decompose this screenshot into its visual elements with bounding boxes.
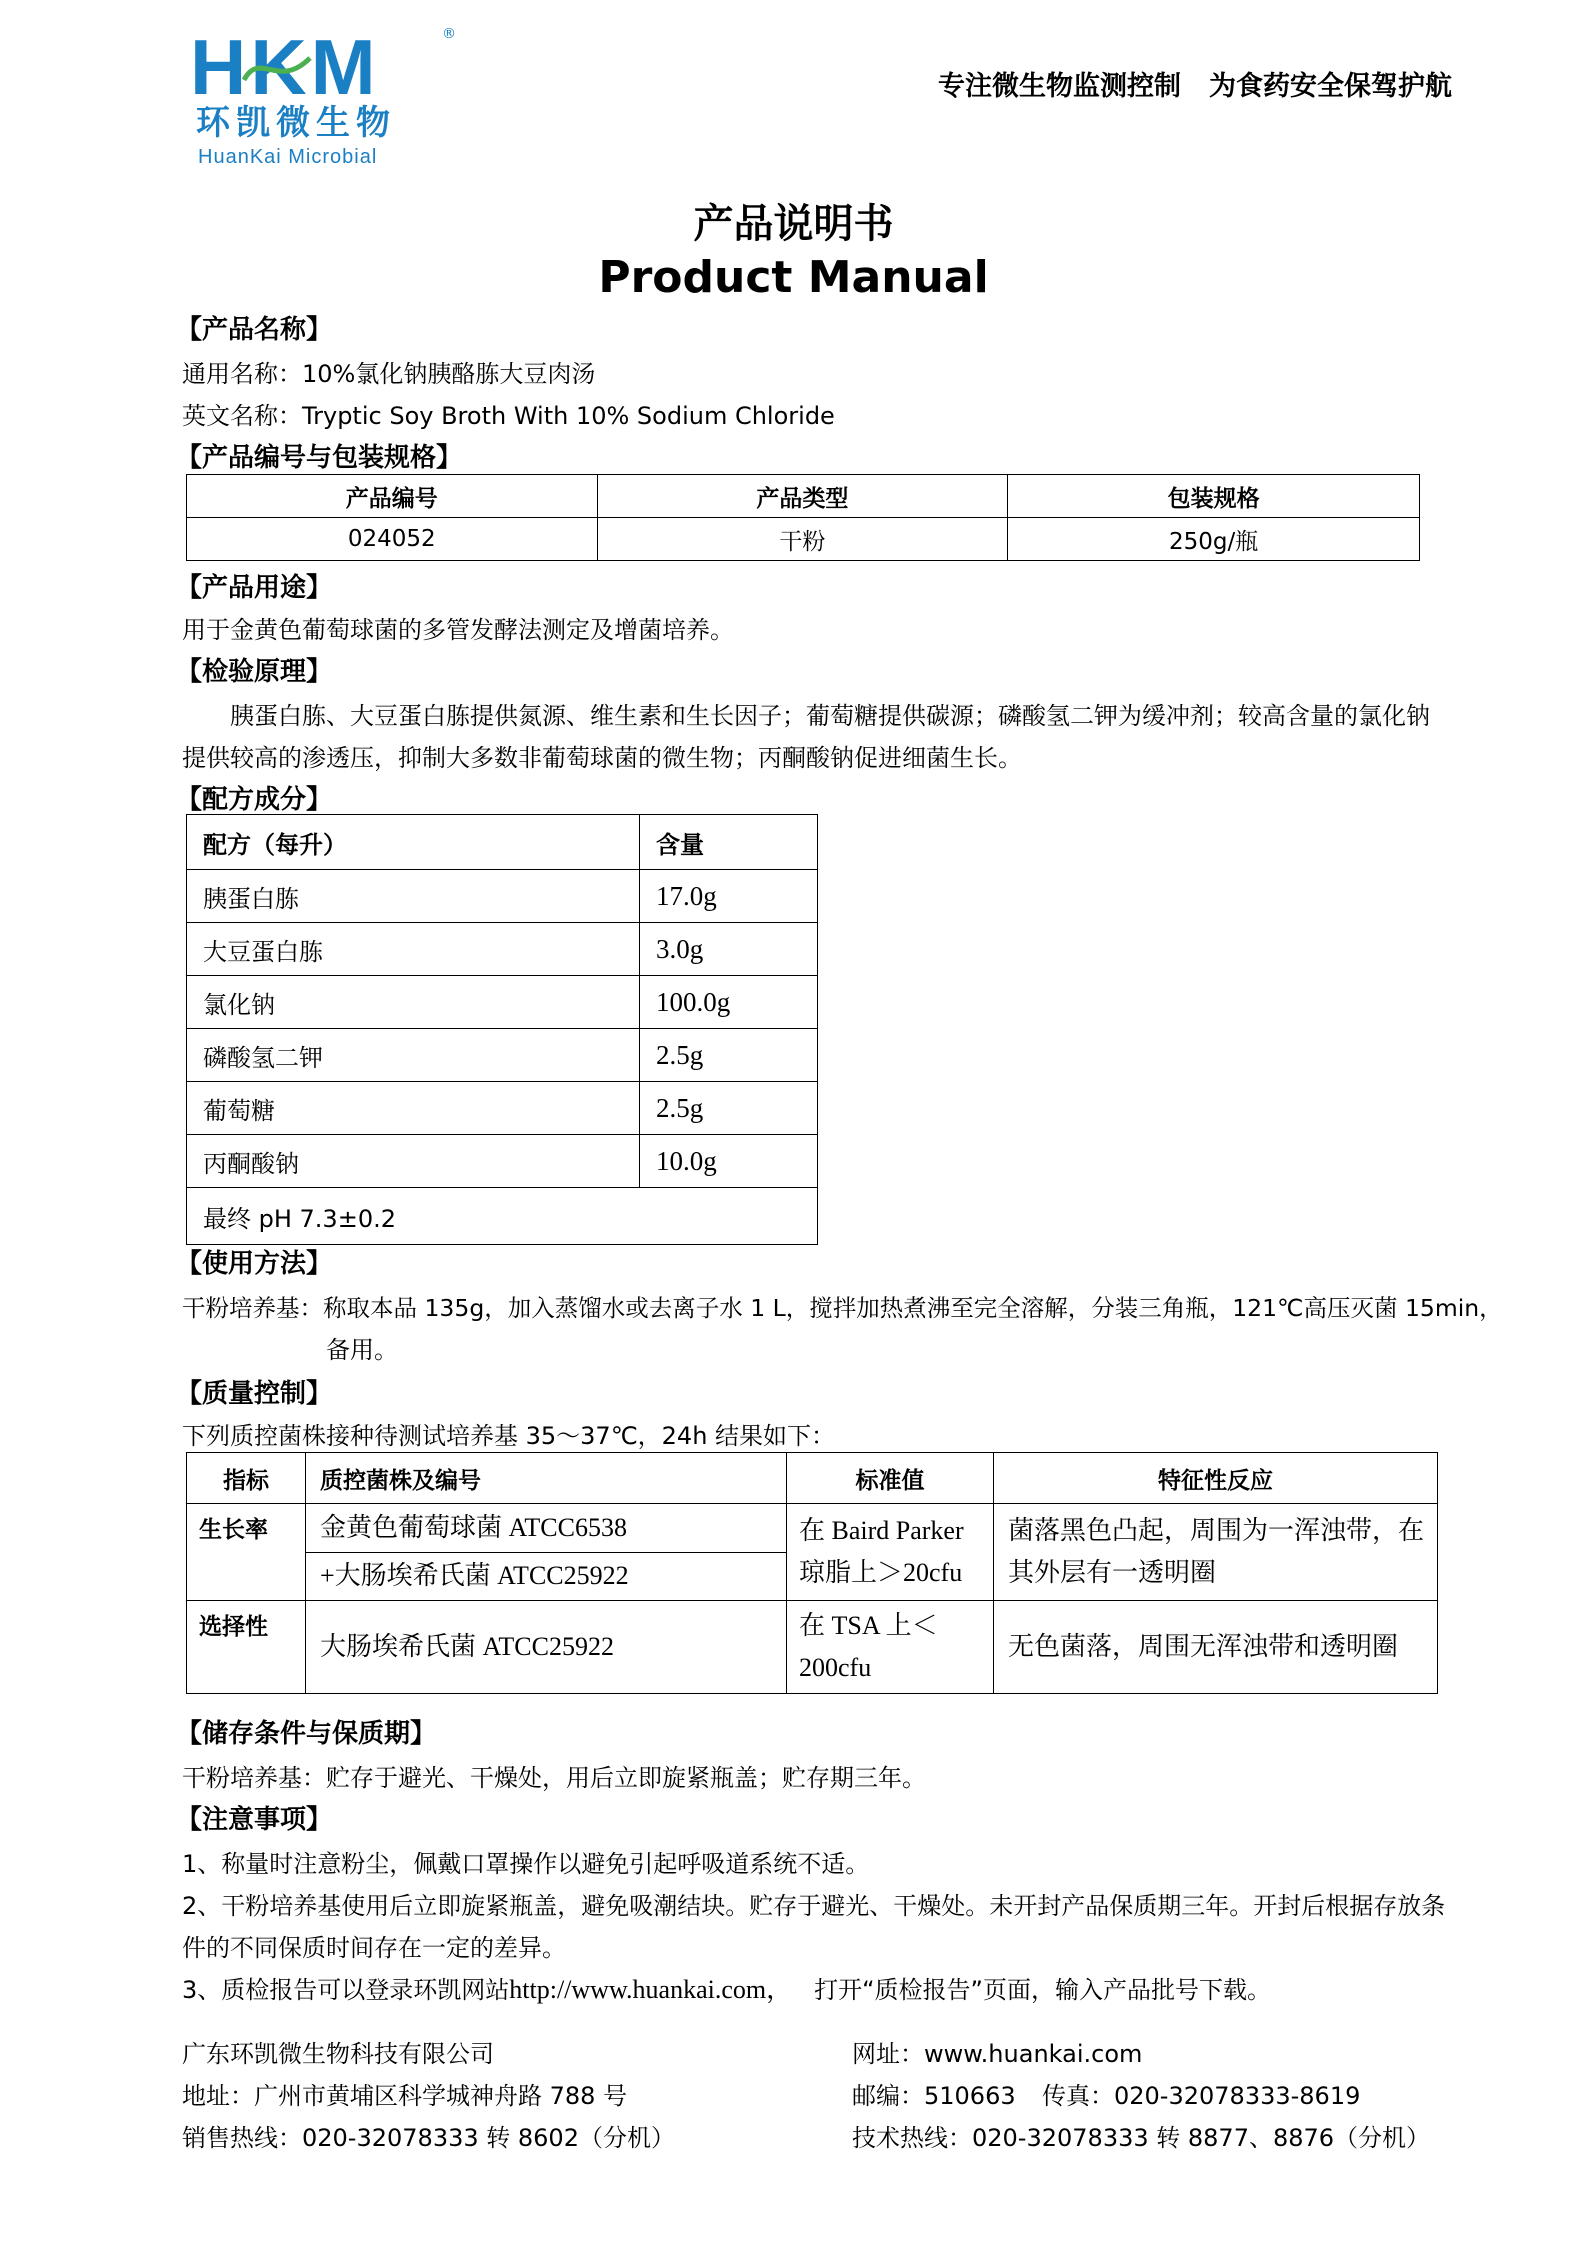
qc-table <box>186 1452 1438 1694</box>
indicator-growth: 生长率 <box>187 1504 306 1601</box>
table-header-cell: 产品类型 <box>597 475 1008 518</box>
amount: 3.0g <box>640 923 818 976</box>
ingredient: 胰蛋白胨 <box>187 870 640 923</box>
qc-intro: 下列质控菌株接种待测试培养基 35～37℃，24h 结果如下： <box>182 1422 836 1450</box>
slogan <box>938 64 1452 103</box>
note-2-line-1: 2、干粉培养基使用后立即旋紧瓶盖，避免吸潮结块。贮存于避光、干燥处。未开封产品保质期三年。开封后根据存放条 <box>182 1892 1446 1920</box>
reaction-line: 菌落黑色凸起，周围为一浑浊带，在 <box>1008 1516 1425 1545</box>
standard-line: 200cfu <box>799 1653 872 1682</box>
section-heading-use: 【产品用途】 <box>176 573 333 603</box>
table-header-cell: 含量 <box>640 815 818 870</box>
logo-dna-icon <box>242 50 312 90</box>
table-header-cell: 质控菌株及编号 <box>306 1453 787 1504</box>
table-row <box>187 923 818 976</box>
footer-address: 地址：广州市黄埔区科学城神舟路 788 号 <box>182 2082 628 2110</box>
logo-registered-mark: ® <box>442 26 456 42</box>
indicator-selectivity: 选择性 <box>187 1601 306 1694</box>
common-name: 通用名称：10%氯化钠胰酪胨大豆肉汤 <box>182 360 596 388</box>
document-title-en: Product Manual <box>598 252 989 303</box>
table-header-cell: 指标 <box>187 1453 306 1504</box>
table-row <box>187 1504 1438 1553</box>
qc-strain: 大肠埃希氏菌 ATCC25922 <box>306 1601 787 1694</box>
principle-line-2: 提供较高的渗透压，抑制大多数非葡萄球菌的微生物；丙酮酸钠促进细菌生长。 <box>182 744 1022 772</box>
qc-standard <box>787 1504 994 1601</box>
logo-chinese-name: 环凯微生物 <box>196 103 396 143</box>
ingredient: 葡萄糖 <box>187 1082 640 1135</box>
slogan-right: 为食药安全保驾护航 <box>1209 71 1452 102</box>
qc-reaction: 无色菌落，周围无浑浊带和透明圈 <box>994 1601 1438 1694</box>
ingredient: 丙酮酸钠 <box>187 1135 640 1188</box>
final-ph: 最终 pH 7.3±0.2 <box>187 1188 818 1245</box>
footer-fax: 传真：020-32078333-8619 <box>1042 2082 1361 2110</box>
method-line-2: 备用。 <box>326 1336 398 1364</box>
table-header-cell: 标准值 <box>787 1453 994 1504</box>
footer-company: 广东环凯微生物科技有限公司 <box>182 2040 494 2068</box>
ingredient: 氯化钠 <box>187 976 640 1029</box>
method-line-1: 干粉培养基：称取本品 135g，加入蒸馏水或去离子水 1 L，搅拌加热煮沸至完全溶解，分装三角瓶，121℃高压灭菌 15min， <box>182 1294 1503 1322</box>
section-heading-method: 【使用方法】 <box>176 1249 333 1279</box>
table-header-row <box>187 815 818 870</box>
footer-sales: 销售热线：020-32078333 转 8602（分机） <box>182 2124 675 2152</box>
note-3-suffix: 打开“质检报告”页面，输入产品批号下载。 <box>814 1976 1271 2004</box>
note-3-prefix: 3、质检报告可以登录环凯网站 <box>182 1976 510 2004</box>
footer-website: 网址：www.huankai.com <box>852 2040 1143 2068</box>
formula-table <box>186 814 818 1245</box>
logo-letters: HKM <box>190 23 380 111</box>
slogan-left: 专注微生物监测控制 <box>938 71 1181 102</box>
use-text: 用于金黄色葡萄球菌的多管发酵法测定及增菌培养。 <box>182 616 734 644</box>
table-header-cell: 包装规格 <box>1008 475 1420 518</box>
section-heading-notes: 【注意事项】 <box>176 1805 333 1835</box>
footer-tech: 技术热线：020-32078333 转 8877、8876（分机） <box>852 2124 1431 2152</box>
table-row <box>187 976 818 1029</box>
table-row <box>187 1135 818 1188</box>
section-heading-qc: 【质量控制】 <box>176 1379 333 1409</box>
table-header-row <box>187 1453 1438 1504</box>
section-heading-storage: 【储存条件与保质期】 <box>176 1719 437 1749</box>
qc-strain: +大肠埃希氏菌 ATCC25922 <box>306 1552 787 1601</box>
table-row <box>187 1188 818 1245</box>
qc-reaction <box>994 1504 1438 1601</box>
amount: 17.0g <box>640 870 818 923</box>
amount: 10.0g <box>640 1135 818 1188</box>
standard-line: 琼脂上＞20cfu <box>799 1558 963 1587</box>
website-link[interactable]: http://www.huankai.com， <box>509 1975 793 2004</box>
ingredient: 大豆蛋白胨 <box>187 923 640 976</box>
standard-line: 在 Baird Parker <box>799 1516 964 1545</box>
document-title-cn: 产品说明书 <box>693 201 894 247</box>
logo-english-name: HuanKai Microbial <box>198 146 378 168</box>
table-header-row <box>187 475 1420 518</box>
product-code: 024052 <box>187 518 598 561</box>
table-row <box>187 518 1420 561</box>
table-row <box>187 1601 1438 1694</box>
section-heading-code: 【产品编号与包装规格】 <box>176 443 463 473</box>
note-1: 1、称量时注意粉尘，佩戴口罩操作以避免引起呼吸道系统不适。 <box>182 1850 870 1878</box>
product-type: 干粉 <box>597 518 1008 561</box>
ingredient: 磷酸氢二钾 <box>187 1029 640 1082</box>
english-name: 英文名称：Tryptic Soy Broth With 10% Sodium Chloride <box>182 402 835 430</box>
section-heading-formula: 【配方成分】 <box>176 785 333 815</box>
table-header-cell: 配方（每升） <box>187 815 640 870</box>
footer-postcode: 邮编：510663 <box>852 2082 1016 2110</box>
table-header-cell: 特征性反应 <box>994 1453 1438 1504</box>
note-3 <box>182 1972 1271 2008</box>
reaction-line: 其外层有一透明圈 <box>1008 1558 1217 1587</box>
company-logo <box>190 23 460 168</box>
table-header-cell: 产品编号 <box>187 475 598 518</box>
qc-standard <box>787 1601 994 1694</box>
storage-text: 干粉培养基：贮存于避光、干燥处，用后立即旋紧瓶盖；贮存期三年。 <box>182 1764 926 1792</box>
package-size: 250g/瓶 <box>1008 518 1420 561</box>
note-2-line-2: 件的不同保质时间存在一定的差异。 <box>182 1934 566 1962</box>
principle-line-1: 胰蛋白胨、大豆蛋白胨提供氮源、维生素和生长因子；葡萄糖提供碳源；磷酸氢二钾为缓冲剂；较高含量的氯化钠 <box>230 702 1430 730</box>
section-heading-principle: 【检验原理】 <box>176 657 333 687</box>
spec-table <box>186 474 1420 561</box>
amount: 100.0g <box>640 976 818 1029</box>
table-row <box>187 1082 818 1135</box>
qc-strain: 金黄色葡萄球菌 ATCC6538 <box>306 1504 787 1553</box>
table-row <box>187 870 818 923</box>
amount: 2.5g <box>640 1082 818 1135</box>
section-heading-name: 【产品名称】 <box>176 315 333 345</box>
standard-line: 在 TSA 上＜ <box>799 1611 938 1640</box>
amount: 2.5g <box>640 1029 818 1082</box>
table-row <box>187 1029 818 1082</box>
